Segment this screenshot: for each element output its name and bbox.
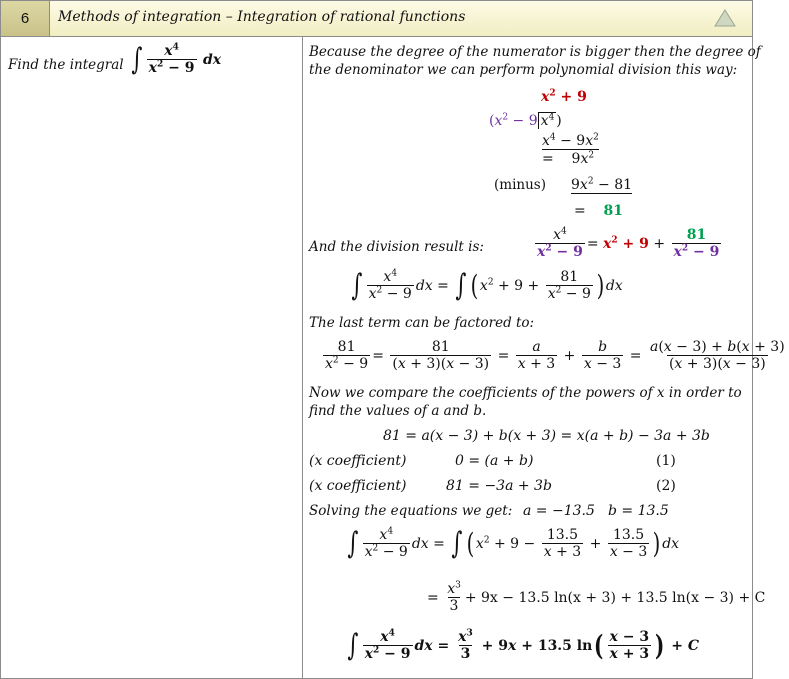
equation-number-1: (1) [656,453,676,469]
constant-coefficient-equation: 81 = −3a + 3b [446,478,552,494]
solving-label: Solving the equations we get: [309,503,513,519]
intro-text-1: Because the degree of the numerator is bigger then the degree of [309,44,761,60]
quotient: $x^2 + 9$ [541,88,587,105]
a-value: a = −13.5 [523,503,595,519]
constant-coefficient-label: (x coefficient) [309,478,407,494]
problem-prompt: Find the integral [8,57,124,73]
x-coefficient-label: (x coefficient) [309,453,407,469]
x-coefficient-equation: 0 = (a + b) [455,453,534,469]
coefficient-equation: 81 = a(x − 3) + b(x + 3) = x(a + b) − 3a + 3b [383,428,710,444]
division-remainder-1: = $9x^2$ [542,150,595,167]
collapse-triangle-icon[interactable] [714,9,736,27]
b-value: b = 13.5 [608,503,669,519]
card-title: Methods of integration – Integration of rational functions [58,9,466,25]
problem-number: 6 [1,1,50,36]
solution-column [303,37,785,678]
problem-column [1,37,303,678]
partial-fractions: $\frac{81}{x^2 - 9}$ = $\frac{81}{(x + 3)(x - 3)}$ = $\frac{a}{x + 3}$ + $\frac{b}{x - 3}$ = $\frac{a(x - 3) + b(x + 3)}{(x + 3)(x - 3)}$ [325,339,785,373]
divisor-dividend: ($x^2 - 9$ $x^4$ ) [489,112,562,129]
integral-expanded: ∫ $\frac{x^4}{x^2 - 9}$ dx = ∫ ( $x^2 + 9$ − $\frac{13.5}{x + 3}$ + $\frac{13.5}{x - 3}$ ) dx [347,525,680,561]
compare-text-2: find the values of a and b. [309,403,487,419]
intro-text-2: the denominator we can perform polynomial division this way: [309,62,738,78]
integral-rewrite: ∫ $\frac{x^4}{x^2 - 9}$ dx = ∫ ( $x^2 + 9$ + $\frac{81}{x^2 - 9}$ ) dx [351,267,623,303]
equation-number-2: (2) [656,478,676,494]
division-remainder-2: = 81 [574,203,624,219]
problem-integral: ∫ $\frac{x^4}{x^2 - 9}$ dx [131,41,222,77]
card-header [1,1,752,37]
final-answer: ∫ $\frac{x^4}{x^2 - 9}$ dx = $\frac{x^3}{3}$ + 9x + 13.5 ln( $\frac{x - 3}{x + 3}$ ) + C [347,627,700,663]
minus-label: (minus) [494,177,546,193]
integral-evaluated-tail: + 9x − 13.5 ln(x + 3) + 13.5 ln(x − 3) + C [464,589,766,606]
division-result: $\frac{x^4}{x^2 - 9}$ = $x^2 + 9$ + $\frac{81}{x^2 - 9}$ [537,226,720,261]
division-step-1: $x^4 - 9x^2$ [542,132,599,149]
division-step-2: $9x^2 - 81$ [571,176,633,193]
division-result-label: And the division result is: [309,239,484,255]
compare-text-1: Now we compare the coefficients of the powers of x in order to [309,385,742,401]
integral-evaluated: = $\frac{x^3}{3}$ + 9x − 13.5 ln(x + 3) + 13.5 ln(x − 3) + C [427,580,766,615]
last-term-label: The last term can be factored to: [309,315,535,331]
